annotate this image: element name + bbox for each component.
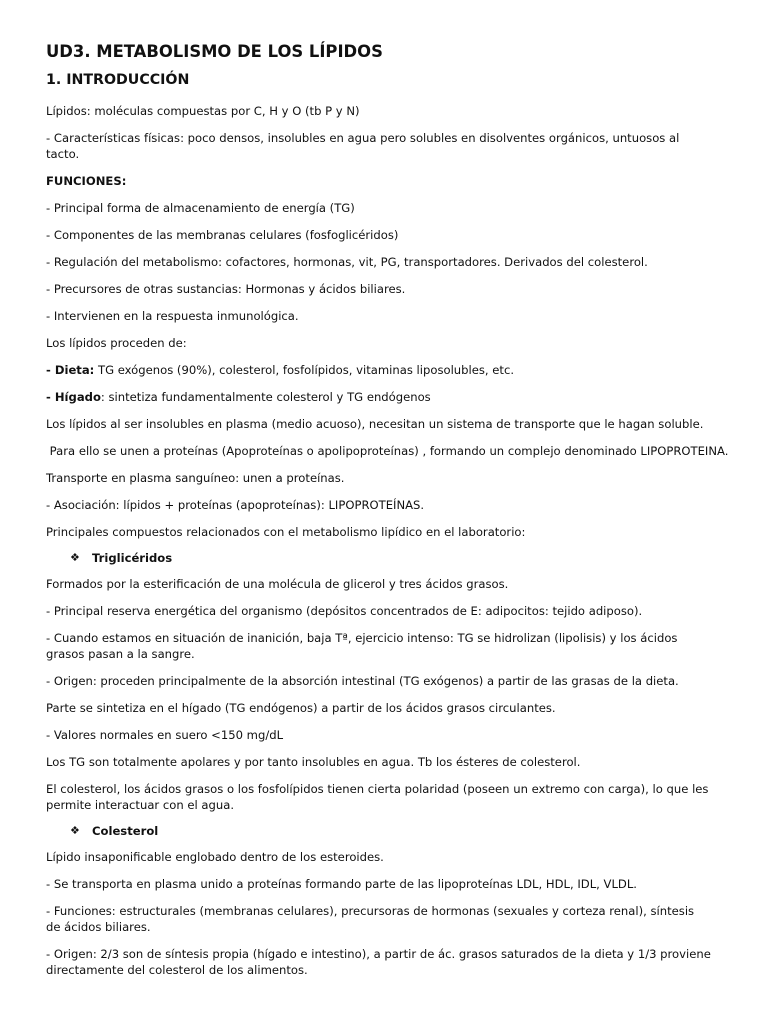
trigliceridos-paragraph: Parte se sintetiza en el hígado (TG endógenos) a partir de los ácidos grasos circulantes. [46,700,556,715]
colesterol-paragraph: - Funciones: estructurales (membranas celulares), precursoras de hormonas (sexuales y corteza renal), síntesis de ácidos biliares. [46,903,695,934]
diamond-bullet-icon: ❖ [70,551,80,565]
colesterol-paragraph: - Origen: 2/3 son de síntesis propia (hígado e intestino), a partir de ác. grasos saturados de la dieta y 1/3 proviene directamente del colesterol de los alimentos. [46,946,711,977]
trigliceridos-paragraph: - Valores normales en suero <150 mg/dL [46,727,284,742]
paragraph-principales: Principales compuestos relacionados con el metabolismo lipídico en el laboratorio: [46,524,526,539]
trigliceridos-paragraph: - Principal reserva energética del organismo (depósitos concentrados de E: adipocitos: tejido adiposo). [46,603,643,618]
colesterol-paragraph: Lípido insaponificable englobado dentro de los esteroides. [46,849,384,864]
trigliceridos-paragraph: Los TG son totalmente apolares y por tanto insolubles en agua. Tb los ésteres de colesterol. [46,754,581,769]
paragraph-asociacion: - Asociación: lípidos + proteínas (apoproteínas): LIPOPROTEÍNAS. [46,497,425,512]
funcion-item: - Principal forma de almacenamiento de energía (TG) [46,200,355,215]
subsection-title-trigliceridos: Triglicéridos [92,550,173,565]
paragraph-dieta [46,362,712,378]
subsection-trigliceridos [70,551,712,565]
subsection-title-colesterol: Colesterol [92,823,159,838]
paragraph-higado [46,389,712,405]
trigliceridos-paragraph: - Origen: proceden principalmente de la absorción intestinal (TG exógenos) a partir de las grasas de la dieta. [46,673,679,688]
trigliceridos-paragraph: - Cuando estamos en situación de inanición, baja Tª, ejercicio intenso: TG se hidrolizan (lipolisis) y los ácidos grasos pasan a la sangre. [46,630,678,661]
funcion-item: - Precursores de otras sustancias: Hormonas y ácidos biliares. [46,281,406,296]
funciones-heading: FUNCIONES: [46,173,127,188]
trigliceridos-paragraph: Formados por la esterificación de una molécula de glicerol y tres ácidos grasos. [46,576,509,591]
paragraph-caracteristicas: - Características físicas: poco densos, insolubles en agua pero solubles en disolventes orgánicos, untuosos al tacto. [46,130,680,161]
paragraph-transporte: Transporte en plasma sanguíneo: unen a proteínas. [46,470,345,485]
funcion-item: - Componentes de las membranas celulares (fosfoglicéridos) [46,227,399,242]
funcion-item: - Regulación del metabolismo: cofactores, hormonas, vit, PG, transportadores. Derivados del colesterol. [46,254,648,269]
funcion-item: - Intervienen en la respuesta inmunológica. [46,308,299,323]
subsection-colesterol [70,824,712,838]
section-heading-introduccion: 1. INTRODUCCIÓN [46,71,190,88]
paragraph-insolubles: Los lípidos al ser insolubles en plasma (medio acuoso), necesitan un sistema de transporte que le hagan soluble. [46,416,704,431]
diamond-bullet-icon: ❖ [70,824,80,838]
higado-label: - Hígado [46,389,101,404]
dieta-text: TG exógenos (90%), colesterol, fosfolípidos, vitaminas liposolubles, etc. [94,362,515,377]
paragraph-lipidos-definicion: Lípidos: moléculas compuestas por C, H y O (tb P y N) [46,103,360,118]
dieta-label: - Dieta: [46,362,95,377]
document-title: UD3. METABOLISMO DE LOS LÍPIDOS [46,42,383,61]
paragraph-proceden: Los lípidos proceden de: [46,335,187,350]
trigliceridos-paragraph: El colesterol, los ácidos grasos o los fosfolípidos tienen cierta polaridad (poseen un extremo con carga), lo que les permite interactuar con el agua. [46,781,709,812]
higado-text: : sintetiza fundamentalmente colesterol y TG endógenos [100,389,431,404]
colesterol-paragraph: - Se transporta en plasma unido a proteínas formando parte de las lipoproteínas LDL, HDL, IDL, VLDL. [46,876,637,891]
paragraph-unen: Para ello se unen a proteínas (Apoproteínas o apolipoproteínas) , formando un complejo denominado LIPOPROTEINA. [46,443,729,458]
